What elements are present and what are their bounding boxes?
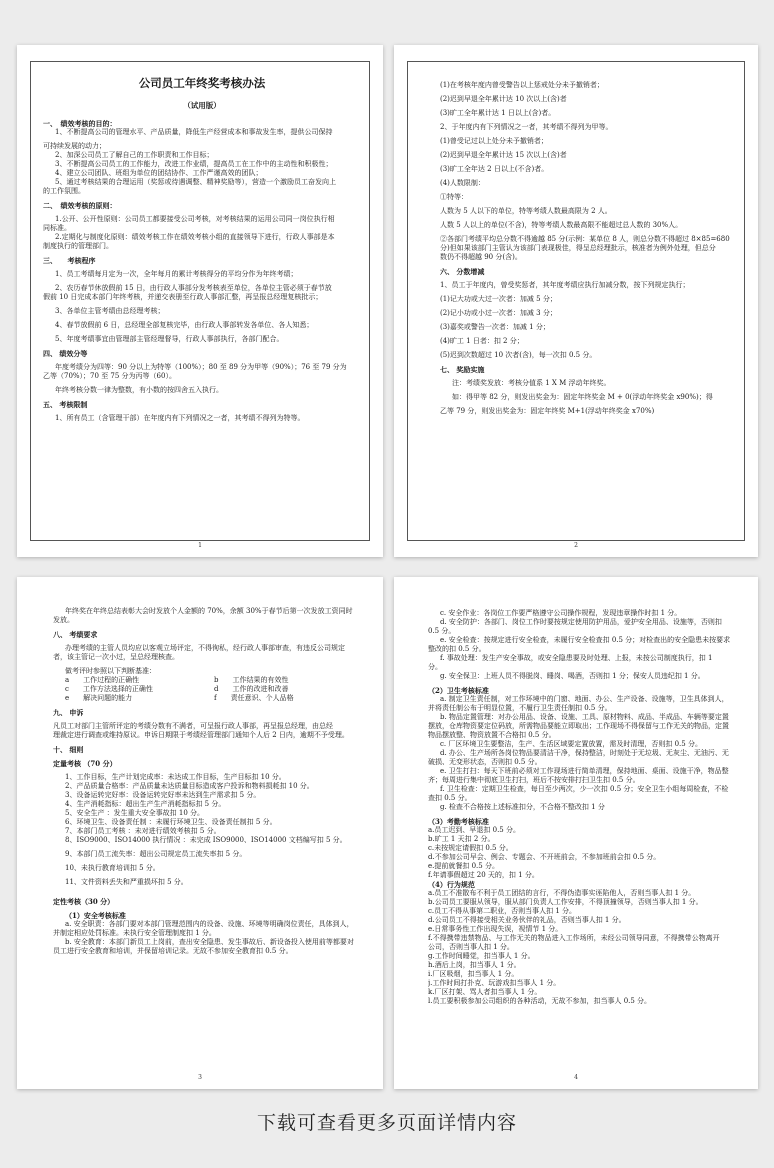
text-line: 3、各单位主管考绩由总经理考核； <box>55 307 165 315</box>
text-line: (3)旷工全年累计达 1 日以上(含)者。 <box>440 109 556 117</box>
text-line: 并将责任制公布于明显位置，不履行卫生责任制扣 0.5 分。 <box>428 704 612 712</box>
text-line: (4)旷工 1 日者：扣 2 分； <box>440 337 524 345</box>
text-line: 3、不断提高公司员工的工作能力，改进工作业绩，提高员工在工作中的主动性和积极性； <box>55 160 333 168</box>
page-content <box>53 607 363 956</box>
text-line: 制度执行的管理部门。 <box>43 242 113 250</box>
text-line: 7、本部门员工考核 ：未对进行绩效考核扣 5 分。 <box>65 827 221 835</box>
text-line: 定性考核（30 分） <box>53 897 115 906</box>
text-line: b.公司员工要服从领导，服从部门负责人工作安排，不得顶撞领导，否则当事人扣 1 分。 <box>428 898 703 906</box>
text-line: c.未按规定请假扣 0.5 分。 <box>428 844 513 852</box>
text-line: (1)曾受记过以上处分未予撤销者； <box>440 137 548 145</box>
text-line: i.厂区吸烟，扣当事人 1 分。 <box>428 970 519 978</box>
text-line: 办理考绩的主管人员均应以客观立场评定，不得徇私，经行政人事部审查，有违反公司规定 <box>65 644 345 652</box>
text-line: 假前 10 日完成本部门年终考核，并递交表册至行政人事部汇整，再呈报总经理复核批示； <box>43 293 323 301</box>
text-line: 1、员工考绩每月定为一次，全年每月的累计考核得分的平均分作为年终考绩； <box>55 270 298 278</box>
text-line: 5、安全生产 ：发生重大安全事故扣 10 分。 <box>65 809 205 817</box>
text-line: 十、 细则 <box>53 745 84 754</box>
text-line: 2、加深公司员工了解自己的工作职责和工作目标； <box>55 151 214 159</box>
text-line: 的工作氛围。 <box>43 187 85 195</box>
document-page-2 <box>394 45 758 557</box>
text-line: 可持续发展的动力； <box>43 142 106 150</box>
text-line: 理裁定进行调查或维持原议。申诉日期限于考绩经管理部门通知个人后 2 日内，逾期不予受理。 <box>53 731 349 739</box>
page-2-text <box>440 81 740 416</box>
text-line: ②各部门考绩平均总分数不得逾越 85 分(示例：某单位 8 人，则总分数不得超过 8×85=680 <box>440 235 730 243</box>
text-line: 齐；每周进行集中彻底卫生打扫，班后不按安排打扫卫生扣 0.5 分。 <box>428 776 640 784</box>
text-line: d. 办公、生产场所各岗位物品要清洁干净，保持整洁，时刻处于无垃圾、无灰尘、无油污、无 <box>440 749 729 757</box>
page-number: 1 <box>198 542 202 549</box>
text-line: （2）卫生考核标准 <box>428 686 489 695</box>
criteria-item: b 工作结果的有效性 <box>214 676 289 684</box>
text-line: 年终考核分数一律为整数，有小数的按四舍五入执行。 <box>55 386 223 394</box>
criteria-row <box>65 685 363 694</box>
text-line: 2、于年度内有下列情况之一者，其考绩不得列为甲等。 <box>440 123 613 131</box>
text-line: 1、工作目标，生产计划完成率：未达成工作目标，生产目标扣 10 分。 <box>65 773 286 781</box>
text-line: 一、 绩效考核的目的： <box>43 119 117 128</box>
text-line: （4）行为规范 <box>428 880 475 889</box>
text-line: 四、 绩效分等 <box>43 349 88 358</box>
text-line: j.工作时间打扑克、玩游戏扣当事人 1 分。 <box>428 979 561 987</box>
text-line: (3)嘉奖或警告一次者：加减 1 分； <box>440 323 550 331</box>
text-line: 1、所有员工（含管理干部）在年度内有下列情况之一者，其考绩不得列为特等。 <box>55 414 305 422</box>
text-line: g. 检查不合格按上述标准扣分，不合格不整改扣 1 分 <box>440 803 605 811</box>
text-line: (2)记小功或小过一次者：加减 3 分； <box>440 309 557 317</box>
text-line: e.日常事务性工作出现失误，视情节 1 分。 <box>428 925 563 933</box>
text-line: 数仍不得超越 90 分(含)。 <box>440 253 522 261</box>
text-line: 4、生产消耗指标：超出生产生产消耗指标扣 5 分。 <box>65 800 226 808</box>
criteria-row <box>65 676 363 685</box>
text-line: 注：考绩奖发放：考核分值系 1 X M 浮动年终奖。 <box>452 379 611 387</box>
text-line: g. 安全保卫：上班人员不得脱岗、睡岗、喝酒，否则扣 1 分；保安人员违纪扣 1 分。 <box>440 672 705 680</box>
text-line: 做考评时参照以下判断基准： <box>65 667 156 675</box>
text-line: （1）安全考核标准 <box>65 911 126 920</box>
page-content <box>440 81 740 416</box>
text-line: 分。 <box>428 663 442 671</box>
criteria-item: a 工作过程的正确性 <box>65 676 140 684</box>
download-more-link[interactable]: 下载可查看更多页面详情内容 <box>256 1112 517 1134</box>
text-line: 10、未执行教育培训扣 5 分。 <box>65 864 160 872</box>
page-number: 4 <box>574 1074 578 1081</box>
text-line: 如：得甲等 82 分，则发出奖金为：固定年终奖金 M + 0(浮动年终奖金 x90%)；得 <box>452 393 713 401</box>
text-line: 员工进行安全教育和培训，并保留培训记录。无故不参加安全教育扣 0.5 分。 <box>53 947 293 955</box>
text-line: 0.5 分。 <box>428 627 456 635</box>
text-line: 1.公开、公开性原则：公司员工都要接受公司考核，对考核结果的运用公司同一岗位执行相 <box>55 215 335 223</box>
text-line: (1)在考核年度内曾受警告以上惩戒处分未予撤销者； <box>440 81 604 89</box>
criteria-item: f 责任意识、个人品格 <box>214 694 294 702</box>
text-line: 8、ISO9000、ISO14000 执行情况 ：未完成 ISO9000、ISO14000 文档编写扣 5 分。 <box>65 836 347 844</box>
page-3-text-cont <box>53 703 363 956</box>
text-line: 二、 绩效考核的原则： <box>43 201 117 210</box>
text-line: (5)迟到次数超过 10 次者(含)，每一次扣 0.5 分。 <box>440 351 597 359</box>
text-line: b. 安全教育：本部门新员工上岗前，查出安全隐患、发生事故后、新设备投入使用前等都要对 <box>65 938 354 946</box>
page-number: 3 <box>198 1074 202 1081</box>
page-1-text <box>43 119 361 423</box>
page-number: 2 <box>574 542 578 549</box>
text-line: 破损、无变形状态，否则扣 0.5 分。 <box>428 758 542 766</box>
text-line: f.不得携带违禁物品、与工作无关的物品进入工作场所，未经公司领导同意，不得携带公物离开 <box>428 934 720 942</box>
text-line: 4、建立公司团队、班组为单位的团结协作、工作严谨高效的团队； <box>55 169 263 177</box>
text-line: a. 安全职责：各部门要对本部门管理范围内的设备、设施、环境等明确岗位责任，具体到人， <box>65 920 354 928</box>
text-line: 年终奖在年终总结表彰大会时发放个人金额的 70%，余额 30%于春节后第一次发放工资同时 <box>65 607 353 615</box>
page-4-text <box>428 609 740 1006</box>
page-content <box>428 609 740 1006</box>
document-page-4 <box>394 577 758 1089</box>
text-line: a.员工不准散布不利于员工团结的言行，不得伪造事实诬陷他人，否则当事人扣 1 分。 <box>428 889 696 897</box>
text-line: 4、春节放假前 6 日，总经理全部复核完毕，由行政人事部转发各单位、各人知悉； <box>55 321 314 329</box>
text-line: 五、 考核限制 <box>43 400 88 409</box>
text-line: 5、年度考绩事宜由管理部主管经理督导，行政人事部执行，各部门配合。 <box>55 335 284 343</box>
text-line: l.员工要积极参加公司组织的各种活动，无故不参加，扣当事人 0.5 分。 <box>428 997 652 1005</box>
text-line: 9、本部门员工流失率：超出公司规定员工流失率扣 5 分。 <box>65 850 247 858</box>
text-line: e. 安全检查：按规定进行安全检查，未履行安全检查扣 0.5 分；对检查出的安全隐患未按要求 <box>440 636 731 644</box>
text-line: (4)人数限制： <box>440 179 485 187</box>
text-line: (2)迟到早退全年累计达 10 次以上(含)者 <box>440 95 567 103</box>
criteria-row <box>65 694 363 703</box>
text-line: 2、产品质量合格率：产品质量未达质量目标造成客户投诉和物料损耗扣 10 分。 <box>65 782 314 790</box>
text-line: 六、 分数增减 <box>440 267 485 276</box>
text-line: 2、农历春节休放假前 15 日，由行政人事部分发考核表至单位，各单位主管必须于春节放 <box>55 284 332 292</box>
text-line: (3)旷工全年达 2 日以上(不含)者。 <box>440 165 549 173</box>
text-line: 人数 5 人以上的单位(不含)，特等考绩人数最高限不能超过总人数的 30%人。 <box>440 221 683 229</box>
text-line: 1、不断提高公司的管理水平、产品质量，降低生产经营成本和事故发生率，提供公司保持 <box>55 128 333 136</box>
text-line: 凡员工对部门主管所评定的考绩分数有不满者，可呈报行政人事部，再呈报总经理，由总经 <box>53 722 333 730</box>
text-line: 同标准。 <box>43 224 71 232</box>
text-line: 八、 考绩要求 <box>53 630 98 639</box>
text-line: 查扣 0.5 分。 <box>428 794 472 802</box>
criteria-item: d 工作的改进和改善 <box>214 685 289 693</box>
doc-subtitle: （试用版） <box>183 101 221 110</box>
text-line: d.公司员工不得接受相关业务伙伴的礼品，否则当事人扣 1 分。 <box>428 916 626 924</box>
text-line: 公司，否则当事人扣 1 分。 <box>428 943 514 951</box>
text-line: 发放。 <box>53 616 74 624</box>
text-line: 分)但如果该部门主管认为该部门表现极佳，得呈总经理批示，核准者为例外处理，但总分 <box>440 244 716 252</box>
text-line: h.酒后上岗，扣当事人 1 分。 <box>428 961 521 969</box>
text-line: c.员工不得从事第二职业，否则当事人扣 1 分。 <box>428 907 577 915</box>
text-line: b.旷工 1 天扣 2 分。 <box>428 835 495 843</box>
text-line: f.年请事假超过 20 天的，扣 1 分。 <box>428 871 539 879</box>
text-line: 并制定相应处罚标准。未执行安全管理制度扣 1 分。 <box>53 929 216 937</box>
text-line: 者，该主管记一次小过，呈总经理核查。 <box>53 653 179 661</box>
document-page-3 <box>17 577 383 1089</box>
document-page-1 <box>17 45 383 557</box>
text-line: b. 物品定置管理：对办公用品、设备、设施、工具、原材物料、成品、半成品、车辆等要定置 <box>440 713 729 721</box>
text-line: (1)记大功或大过一次者：加减 5 分； <box>440 295 557 303</box>
text-line: 乙等（70%）；70 至 75 分为丙等（60）。 <box>43 372 176 380</box>
text-line: e.提前就餐扣 0.5 分。 <box>428 862 499 870</box>
text-line: 6、环境卫生、设备责任制 ：未履行环境卫生、设备责任制扣 5 分。 <box>65 818 277 826</box>
doc-title: 公司员工年终奖考核办法 <box>138 76 266 90</box>
text-line: 七、 奖励实施 <box>440 365 485 374</box>
text-line: c. 安全作业：各岗位工作要严格遵守公司操作规程，发现违章操作时扣 1 分。 <box>440 609 682 617</box>
text-line: 5、通过考核结果的合理运用（奖惩或待遇调整、精神奖励等），营造一个激励员工奋发向上 <box>55 178 336 186</box>
text-line: g.工作时间睡觉，扣当事人 1 分。 <box>428 952 535 960</box>
text-line: 年度考绩分为四等：90 分以上为特等（100%）；80 至 89 分为甲等（90%）；76 至 79 分为 <box>55 363 347 371</box>
text-line: k.厂区打架、骂人者扣当事人 1 分。 <box>428 988 542 996</box>
criteria-list <box>53 676 363 703</box>
criteria-item: c 工作方法选择的正确性 <box>65 685 153 693</box>
page-content <box>43 75 361 423</box>
criteria-item: e 解决问题的能力 <box>65 694 133 702</box>
text-line: 整改的扣 0.5 分。 <box>428 645 486 653</box>
text-line: f. 事故处理：发生产安全事故，或安全隐患要及时处理、上报，未按公司制度执行，扣 1 <box>440 654 713 662</box>
text-line: c. 厂区环境卫生要整洁，生产、生活区域要定置放置，需及时清理，否则扣 0.5 分。 <box>440 740 702 748</box>
text-line: 三、 考核程序 <box>43 256 96 265</box>
text-line: 乙等 79 分，则发出奖金为：固定年终奖 M+1(浮动年终奖金 x70%) <box>440 407 655 415</box>
text-line: （3）考勤考核标准 <box>428 817 489 826</box>
text-line: 摆放，仓库物资要定位码放，所需物品要能立即取出；工作现场不得保留与工作无关的物品，定置 <box>428 722 729 730</box>
text-line: d. 安全防护：各部门、岗位工作时要按规定使用防护用品，爱护安全用品、设施等，否则扣 <box>440 618 722 626</box>
text-line: a. 制定卫生责任制，对工作环境中的门窗、地面、办公、生产设备、设施等，卫生具体到人， <box>440 695 729 703</box>
text-line: d.不参加公司早会、例会、专题会、不开班前会，不参加班前会扣 0.5 分。 <box>428 853 661 861</box>
text-line: ①特等： <box>440 193 468 201</box>
text-line: e. 卫生打扫：每天下班前必须对工作现场进行简单清理，保持地面、桌面、设施干净，物品整 <box>440 767 729 775</box>
text-line: f. 卫生检查：定期卫生检查，每日至少两次，少一次扣 0.5 分；安全卫生小组每周检查，不检 <box>440 785 729 793</box>
text-line: 1、员工于年度内，曾受奖惩者，其年度考绩应执行加减分数，按下列规定执行； <box>440 281 690 289</box>
text-line: a.员工迟到、早退扣 0.5 分。 <box>428 826 520 834</box>
text-line: 定量考核 （70 分） <box>53 759 117 768</box>
text-line: 3、设备运转完好率：设备运转完好率未达到生产需求扣 5 分。 <box>65 791 261 799</box>
text-line: 九、 申诉 <box>53 708 84 717</box>
page-3-text <box>53 607 363 676</box>
text-line: 物品摆放整、物资放置不合格扣 0.5 分。 <box>428 731 556 739</box>
text-line: 2.定期化与制度化原则：绩效考核工作在绩效考核小组的直接领导下进行，行政人事部是本 <box>55 233 335 241</box>
text-line: 11、文件资料丢失和严重损坏扣 5 分。 <box>65 878 188 886</box>
text-line: (2)迟到早退全年累计达 15 次以上(含)者 <box>440 151 567 159</box>
text-line: 人数为 5 人以下的单位，特等考绩人数最高限为 2 人。 <box>440 207 612 215</box>
